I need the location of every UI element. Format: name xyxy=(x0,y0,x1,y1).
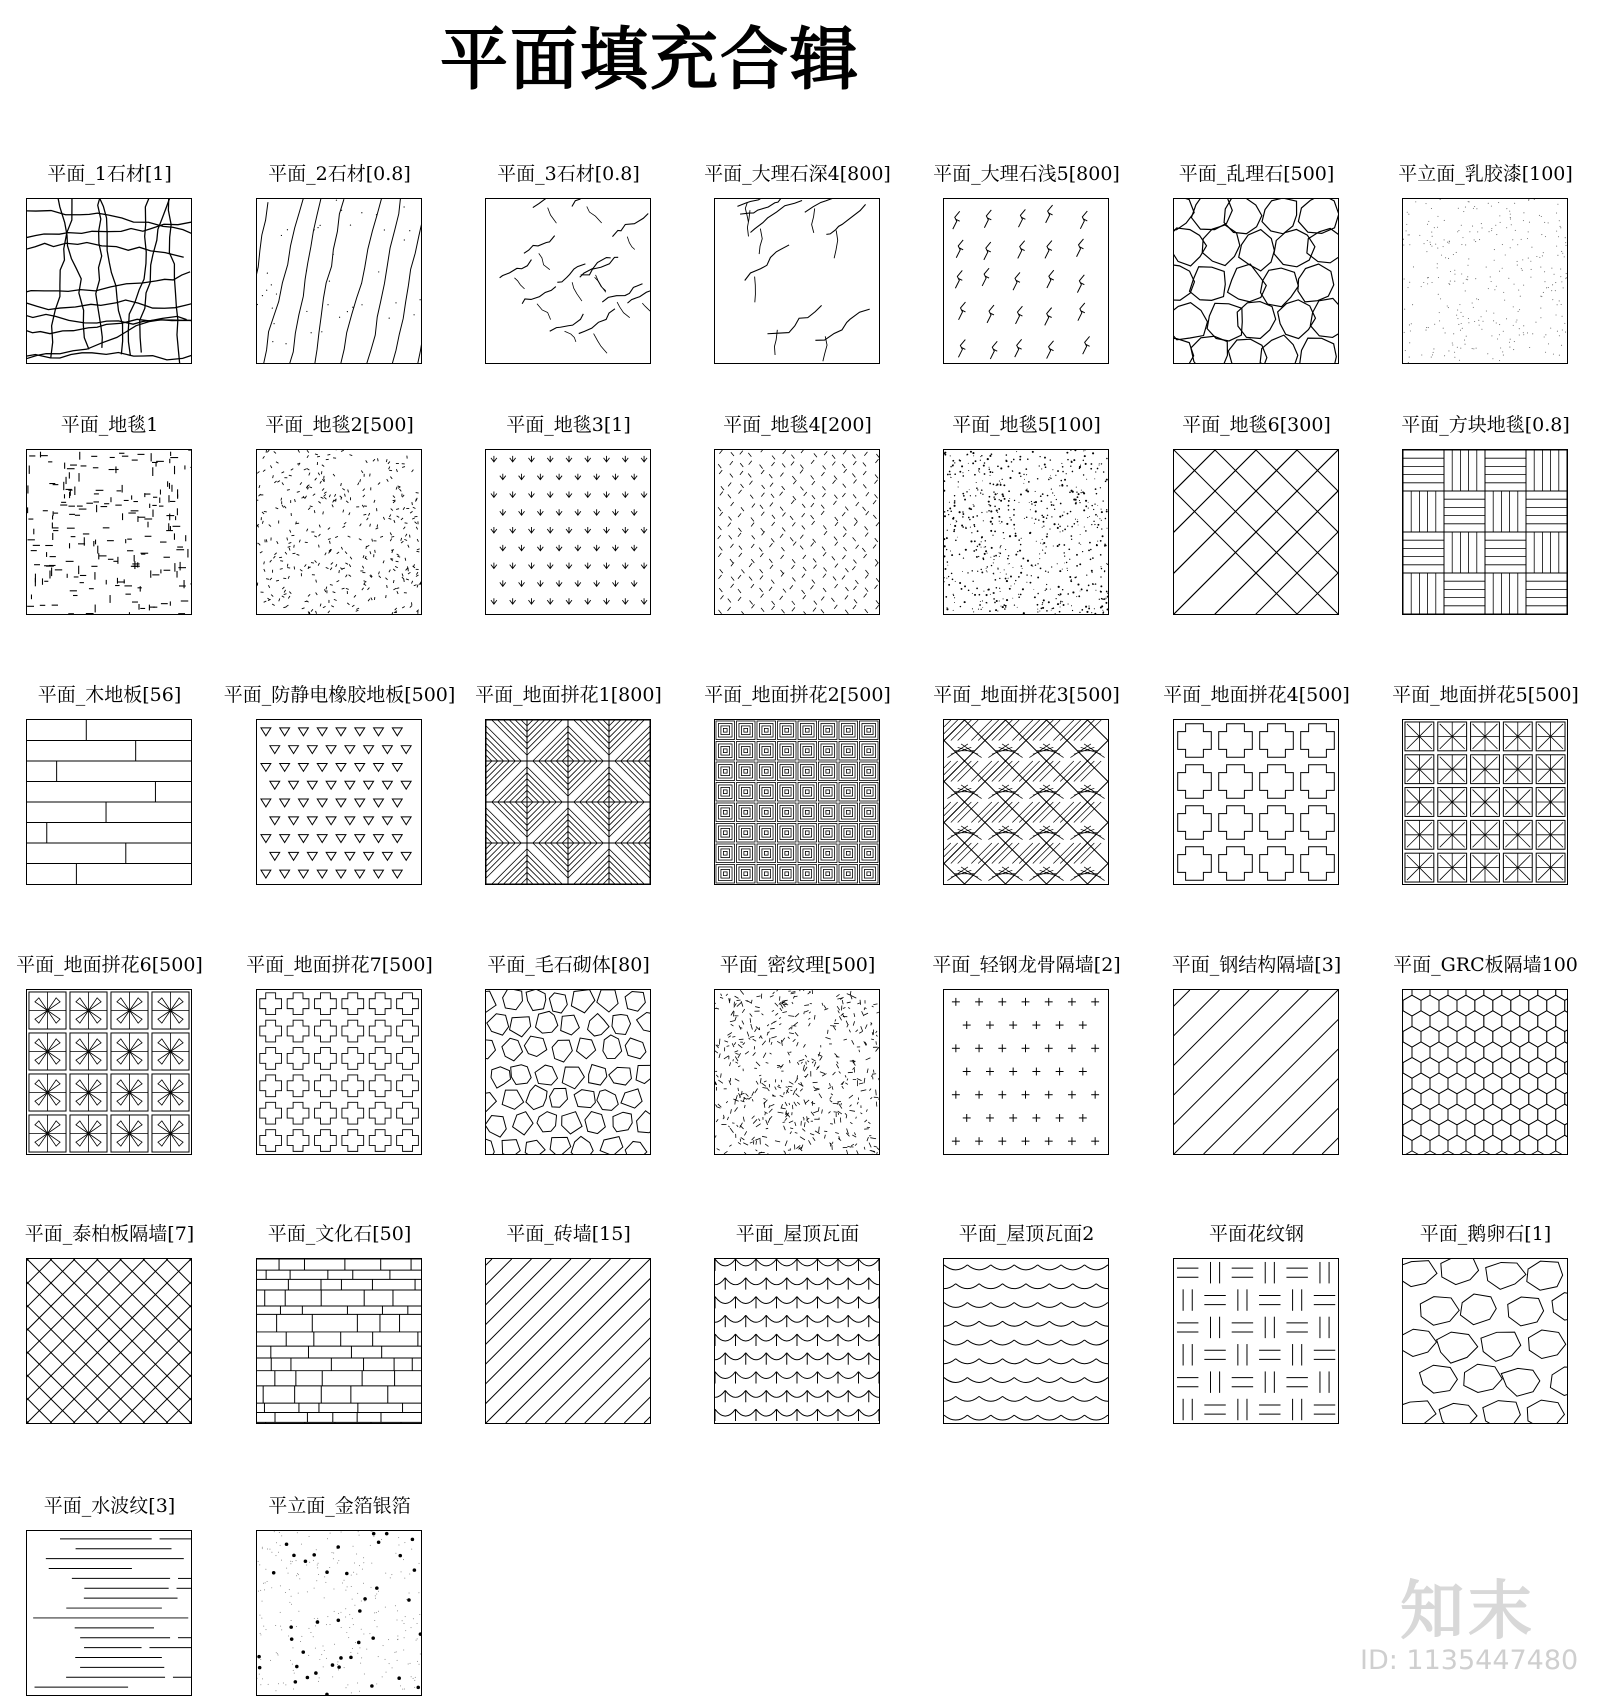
pattern-graphic xyxy=(486,990,650,1154)
pattern-graphic xyxy=(715,1259,879,1423)
pattern-graphic xyxy=(486,720,650,884)
pattern-label: 平面_地面拼花5[500] xyxy=(1392,684,1579,706)
pattern-graphic xyxy=(27,720,191,884)
pattern-label: 平面_GRC板隔墙100 xyxy=(1393,954,1578,976)
pattern-label: 平面_泰柏板隔墙[7] xyxy=(24,1223,195,1245)
pattern-label: 平立面_乳胶漆[100] xyxy=(1398,163,1573,185)
pattern-graphic xyxy=(27,199,191,363)
pattern-graphic xyxy=(257,720,421,884)
pattern-label: 平面_地面拼花2[500] xyxy=(704,684,891,706)
pattern-label: 平面_文化石[50] xyxy=(267,1223,412,1245)
pattern-graphic xyxy=(1403,1259,1567,1423)
pattern-graphic xyxy=(27,1259,191,1423)
pattern-label: 平面_地面拼花1[800] xyxy=(475,684,662,706)
pattern-label: 平面_毛石砌体[80] xyxy=(487,954,650,976)
pattern-swatch-triangles xyxy=(256,719,422,885)
pattern-swatch-hexagon xyxy=(1402,989,1568,1155)
pattern-label: 平立面_金箔银箔 xyxy=(268,1495,411,1517)
pattern-label: 平面_砖墙[15] xyxy=(506,1223,631,1245)
page-title: 平面填充合辑 xyxy=(440,21,861,100)
pattern-swatch-steel-diagonal xyxy=(1173,989,1339,1155)
pattern-graphic xyxy=(257,450,421,614)
pattern-label: 平面_轻钢龙骨隔墙[2] xyxy=(932,954,1121,976)
pattern-label: 平面_地面拼花6[500] xyxy=(16,954,203,976)
pattern-swatch-latex-dots xyxy=(1402,198,1568,364)
pattern-graphic xyxy=(1174,990,1338,1154)
pattern-graphic xyxy=(715,199,879,363)
pattern-swatch-parquet-5 xyxy=(1402,719,1568,885)
pattern-swatch-carpet-octagon xyxy=(1173,449,1339,615)
pattern-swatch-stone-cracks xyxy=(26,198,192,364)
pattern-swatch-carpet-strokes xyxy=(714,449,880,615)
pattern-label: 平面_乱理石[500] xyxy=(1178,163,1335,185)
pattern-swatch-parquet-4 xyxy=(1173,719,1339,885)
pattern-graphic xyxy=(257,1259,421,1423)
pattern-swatch-stone-diagonal xyxy=(256,198,422,364)
pattern-graphic xyxy=(27,990,191,1154)
pattern-graphic xyxy=(1403,450,1567,614)
pattern-swatch-foil xyxy=(256,1530,422,1696)
pattern-label: 平面花纹钢 xyxy=(1208,1223,1304,1245)
pattern-label: 平面_大理石深4[800] xyxy=(704,163,891,185)
pattern-swatch-stone-branch xyxy=(485,198,651,364)
pattern-graphic xyxy=(1174,199,1338,363)
pattern-label: 平面_地面拼花4[500] xyxy=(1163,684,1350,706)
pattern-graphic xyxy=(715,720,879,884)
pattern-graphic xyxy=(944,990,1108,1154)
pattern-swatch-brick-diagonal xyxy=(485,1258,651,1424)
pattern-swatch-culture-stone xyxy=(256,1258,422,1424)
pattern-swatch-parquet-3 xyxy=(943,719,1109,885)
pattern-graphic xyxy=(1174,1259,1338,1423)
pattern-graphic xyxy=(944,199,1108,363)
pattern-graphic xyxy=(944,1259,1108,1423)
pattern-swatch-parquet-2 xyxy=(714,719,880,885)
pattern-label: 平面_鹅卵石[1] xyxy=(1419,1223,1552,1245)
pattern-label: 平面_1石材[1] xyxy=(47,163,172,185)
watermark-logo: 知末 xyxy=(1400,1575,1536,1649)
pattern-swatch-parquet-7 xyxy=(256,989,422,1155)
pattern-graphic xyxy=(1403,990,1567,1154)
pattern-label: 平面_防静电橡胶地板[500] xyxy=(223,684,456,706)
pattern-label: 平面_钢结构隔墙[3] xyxy=(1171,954,1342,976)
pattern-graphic xyxy=(486,199,650,363)
pattern-swatch-carpet-dense xyxy=(943,449,1109,615)
pattern-graphic xyxy=(27,450,191,614)
pattern-graphic xyxy=(257,199,421,363)
pattern-label: 平面_地毯6[300] xyxy=(1182,414,1331,436)
pattern-swatch-parquet-6 xyxy=(26,989,192,1155)
pattern-label: 平面_地毯3[1] xyxy=(506,414,631,436)
pattern-label: 平面_屋顶瓦面 xyxy=(735,1223,860,1245)
pattern-graphic xyxy=(486,450,650,614)
pattern-label: 平面_地毯4[200] xyxy=(723,414,872,436)
pattern-swatch-checker-plate xyxy=(1173,1258,1339,1424)
pattern-graphic xyxy=(27,1531,191,1695)
pattern-swatch-wood-floor xyxy=(26,719,192,885)
pattern-label: 平面_3石材[0.8] xyxy=(497,163,640,185)
pattern-label: 平面_地面拼花3[500] xyxy=(933,684,1120,706)
pattern-label: 平面_地毯1 xyxy=(60,414,159,436)
pattern-swatch-marble-light xyxy=(943,198,1109,364)
pattern-swatch-plus-grid xyxy=(943,989,1109,1155)
pattern-label: 平面_地毯5[100] xyxy=(952,414,1101,436)
pattern-swatch-carpet-specks xyxy=(256,449,422,615)
pattern-swatch-random-stone xyxy=(1173,198,1339,364)
pattern-label: 平面_密纹理[500] xyxy=(719,954,876,976)
pattern-swatch-parquet-1 xyxy=(485,719,651,885)
pattern-graphic xyxy=(715,990,879,1154)
pattern-graphic xyxy=(1403,199,1567,363)
pattern-label: 平面_木地板[56] xyxy=(37,684,182,706)
pattern-swatch-crosshatch xyxy=(26,1258,192,1424)
pattern-graphic xyxy=(1403,720,1567,884)
pattern-graphic xyxy=(944,450,1108,614)
pattern-label: 平面_2石材[0.8] xyxy=(268,163,411,185)
pattern-graphic xyxy=(486,1259,650,1423)
pattern-swatch-rubble xyxy=(485,989,651,1155)
pattern-swatch-carpet-dashes xyxy=(26,449,192,615)
pattern-label: 平面_方块地毯[0.8] xyxy=(1401,414,1570,436)
pattern-graphic xyxy=(257,1531,421,1695)
pattern-swatch-marble-dark xyxy=(714,198,880,364)
pattern-swatch-water-ripple xyxy=(26,1530,192,1696)
pattern-swatch-carpet-arrows xyxy=(485,449,651,615)
pattern-label: 平面_大理石浅5[800] xyxy=(933,163,1120,185)
pattern-swatch-basket-weave xyxy=(1402,449,1568,615)
pattern-swatch-dense-texture xyxy=(714,989,880,1155)
pattern-swatch-pebble xyxy=(1402,1258,1568,1424)
pattern-graphic xyxy=(944,720,1108,884)
pattern-label: 平面_水波纹[3] xyxy=(43,1495,176,1517)
pattern-graphic xyxy=(257,990,421,1154)
pattern-swatch-roof-tile-1 xyxy=(714,1258,880,1424)
pattern-label: 平面_屋顶瓦面2 xyxy=(958,1223,1095,1245)
pattern-label: 平面_地面拼花7[500] xyxy=(246,954,433,976)
pattern-graphic xyxy=(1174,720,1338,884)
pattern-graphic xyxy=(715,450,879,614)
pattern-graphic xyxy=(1174,450,1338,614)
pattern-label: 平面_地毯2[500] xyxy=(265,414,414,436)
pattern-swatch-roof-tile-2 xyxy=(943,1258,1109,1424)
image-id: ID: 1135447480 xyxy=(1360,1645,1579,1676)
